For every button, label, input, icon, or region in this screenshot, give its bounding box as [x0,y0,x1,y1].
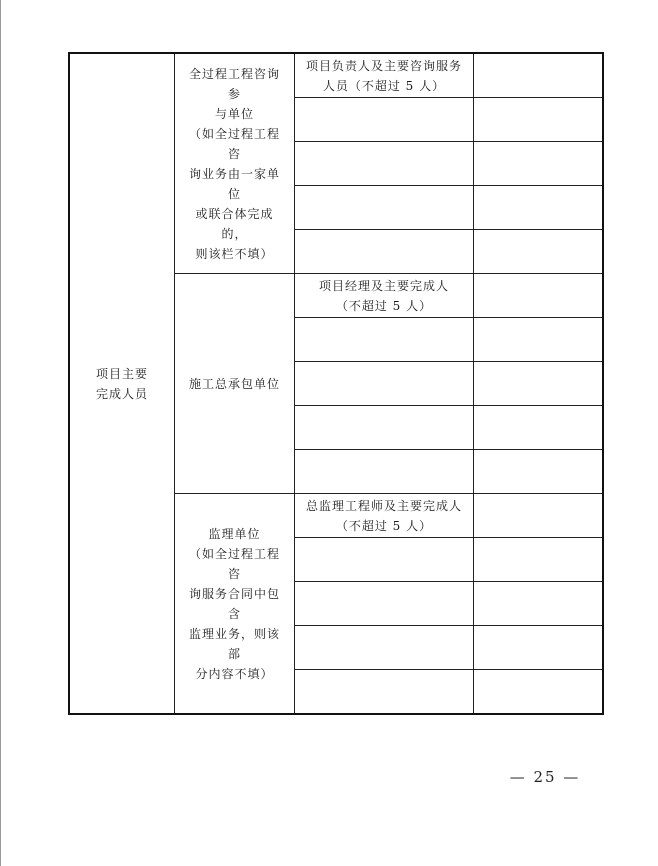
column-header-cell-consulting [295,53,474,98]
group-label-contractor: 施工总承包单位 [188,376,280,391]
project-personnel-table [68,52,604,715]
column-header-cell-contractor [295,274,474,318]
input-cell[interactable] [474,362,604,406]
group-label-cell-supervision [175,494,295,715]
input-cell[interactable] [474,274,604,318]
group-label-supervision: 监理单位 （如全过程工程咨 询服务合同中包含 监理业务，则该部 分内容不填） [188,526,280,681]
input-cell[interactable] [295,362,474,406]
input-cell[interactable] [474,538,604,582]
group-label-cell-consulting [175,53,295,274]
row-header-label: 项目主要 完成人员 [95,366,148,401]
page-edge [0,0,1,866]
input-cell[interactable] [474,670,604,715]
input-cell[interactable] [295,582,474,626]
row-header-cell [69,53,175,714]
input-cell[interactable] [295,142,474,186]
input-cell[interactable] [474,98,604,142]
page-number: — 25 — [509,768,581,786]
input-cell[interactable] [474,142,604,186]
input-cell[interactable] [474,318,604,362]
input-cell[interactable] [474,626,604,670]
column-header-cell-supervision [295,494,474,538]
input-cell[interactable] [474,230,604,274]
input-cell[interactable] [474,186,604,230]
input-cell[interactable] [295,626,474,670]
input-cell[interactable] [295,98,474,142]
input-cell[interactable] [295,670,474,715]
input-cell[interactable] [295,318,474,362]
group-label-consulting: 全过程工程咨询参 与单位 （如全过程工程咨 询业务由一家单位 或联合体完成的， 则该栏不填） [188,66,280,261]
input-cell[interactable] [474,582,604,626]
table-row [69,53,603,98]
input-cell[interactable] [295,538,474,582]
input-cell[interactable] [295,230,474,274]
input-cell[interactable] [474,53,604,98]
input-cell[interactable] [474,406,604,450]
input-cell[interactable] [474,494,604,538]
input-cell[interactable] [295,450,474,494]
group-label-cell-contractor [175,274,295,494]
input-cell[interactable] [474,450,604,494]
column-header-consulting: 项目负责人及主要咨询服务 人员（不超过 5 人） [305,58,462,93]
column-header-contractor: 项目经理及主要完成人 （不超过 5 人） [318,278,449,313]
input-cell[interactable] [295,186,474,230]
column-header-supervision: 总监理工程师及主要完成人 （不超过 5 人） [305,498,462,533]
input-cell[interactable] [295,406,474,450]
